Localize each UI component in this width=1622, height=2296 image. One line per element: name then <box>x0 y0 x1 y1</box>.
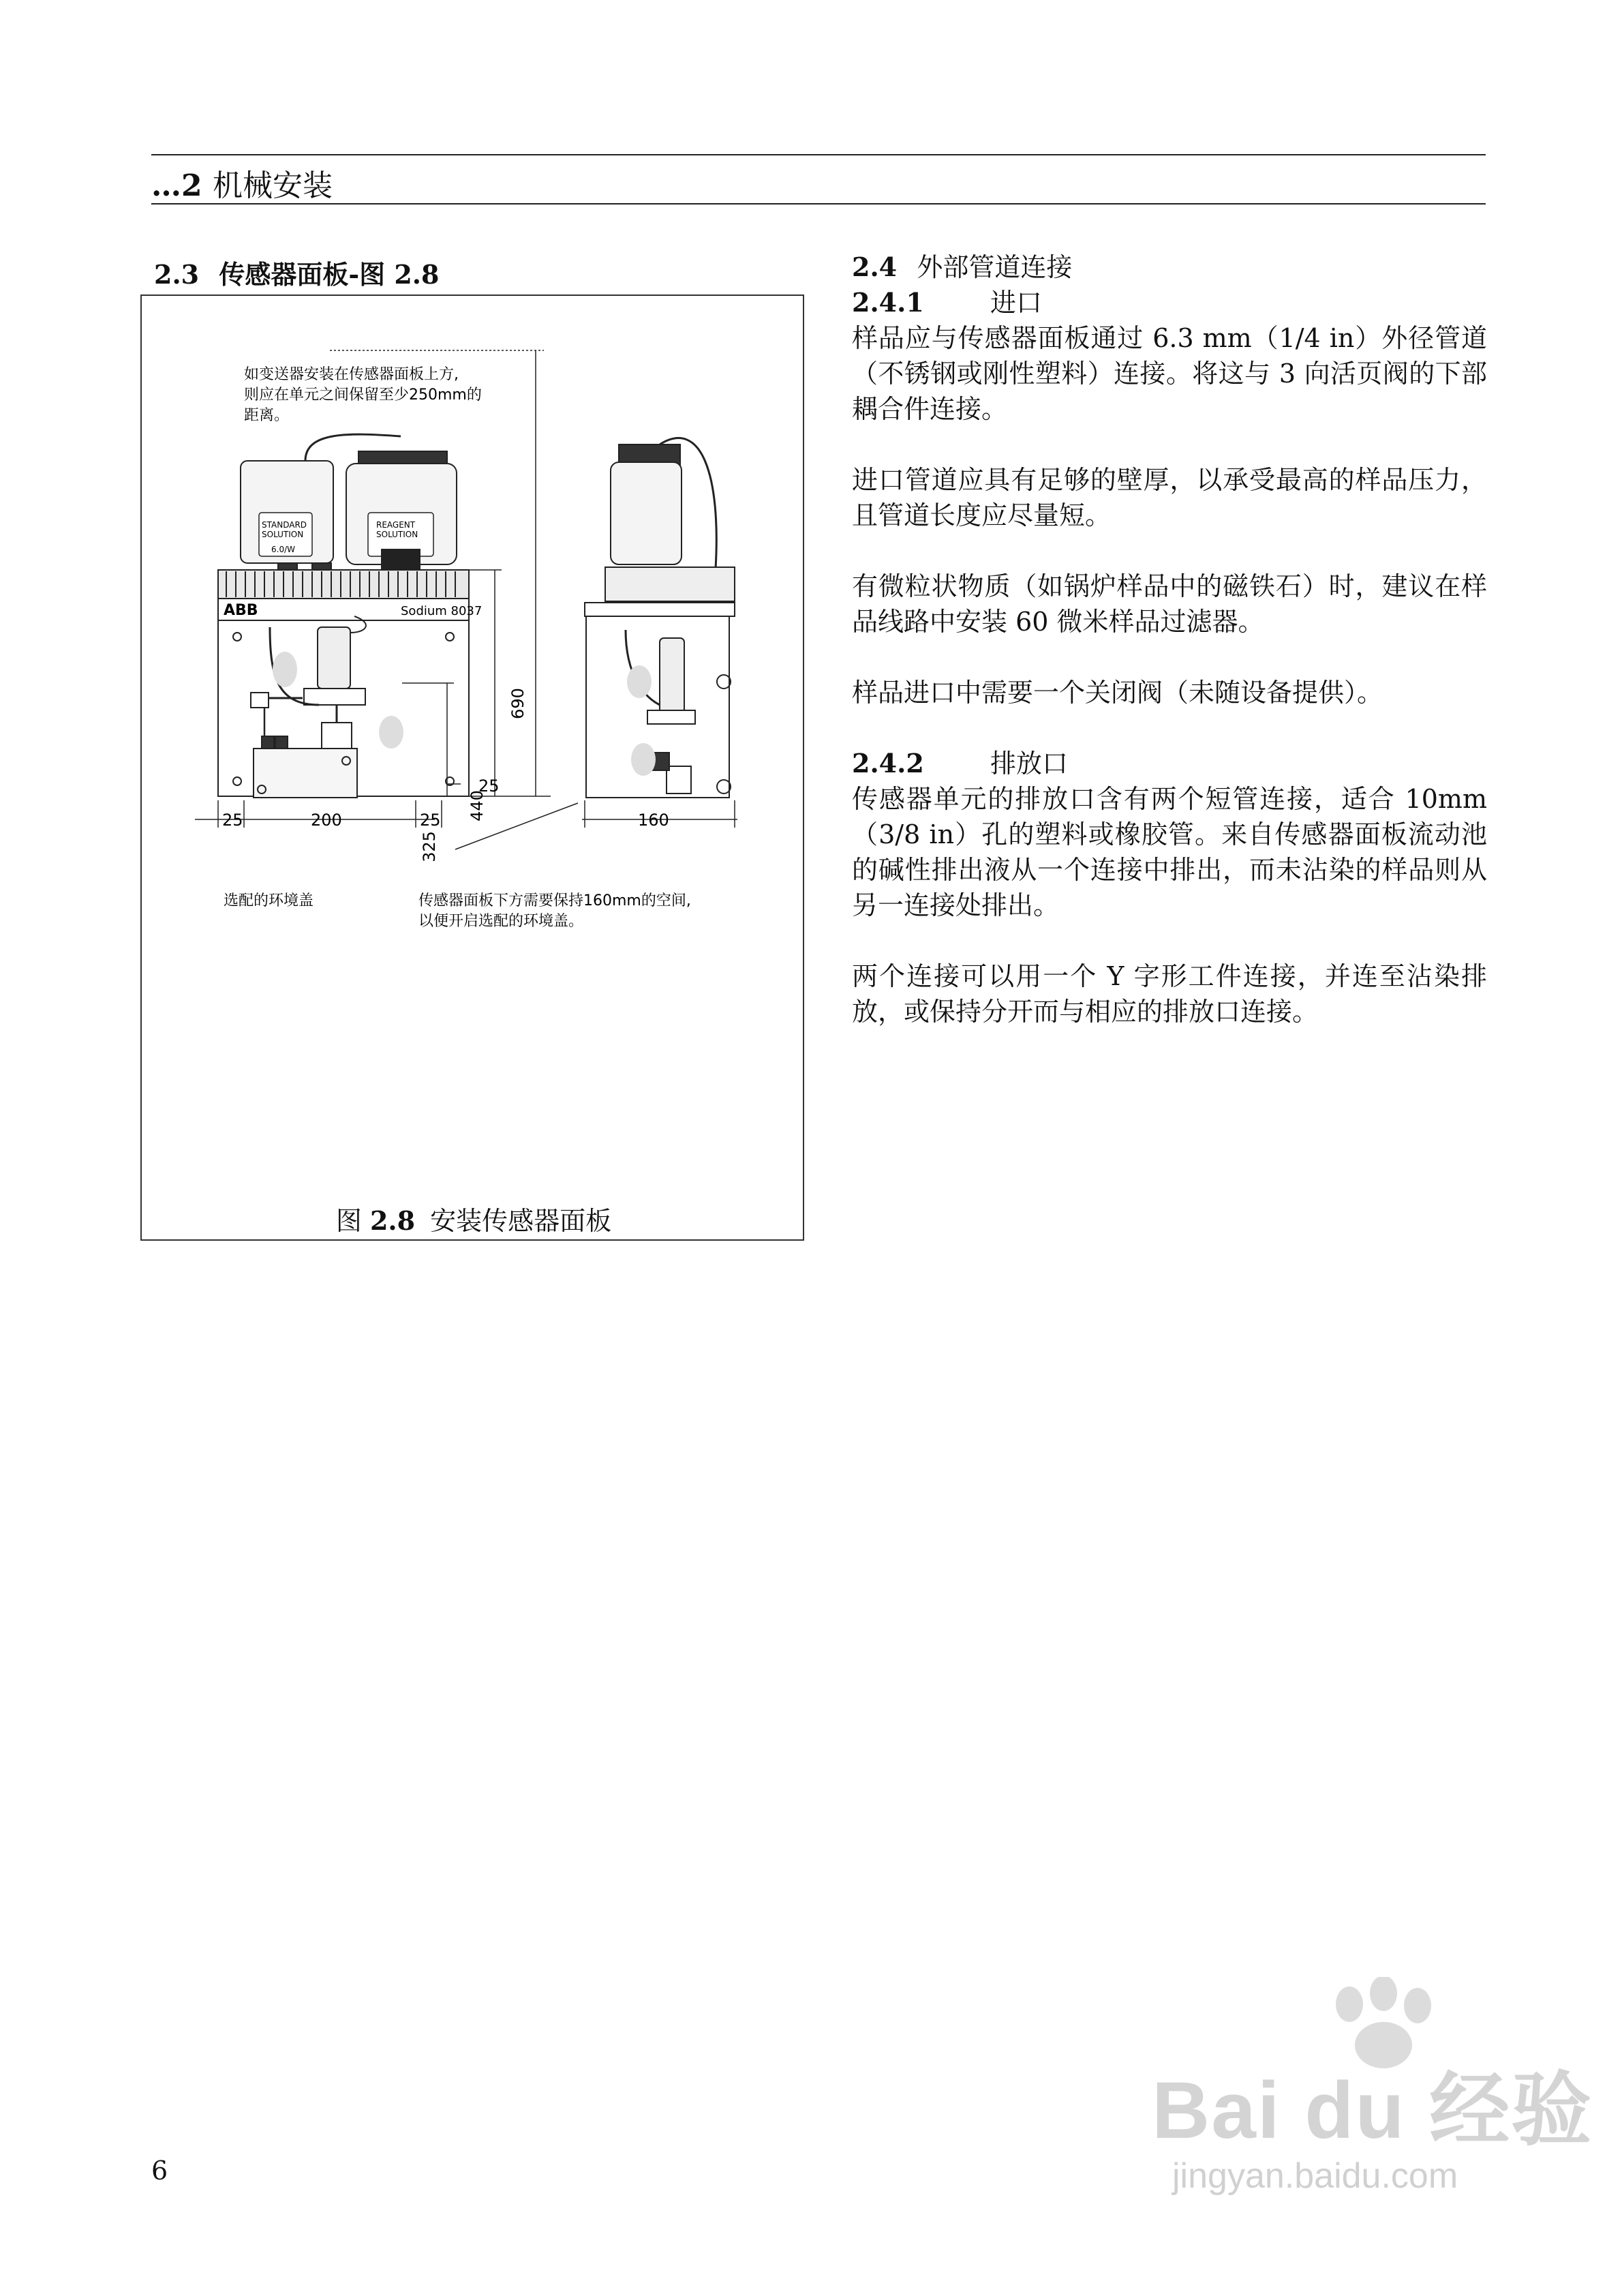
paragraph: 进口管道应具有足够的壁厚，以承受最高的样品压力，且管道长度应尽量短。 <box>852 465 1487 530</box>
left-bottle-label-1: STANDARD <box>262 520 307 530</box>
right-column <box>852 250 1487 1029</box>
dim-25-right: 25 <box>478 776 500 796</box>
dim-25-left: 25 <box>222 811 243 830</box>
section-title: 外部管道连接 <box>917 252 1073 282</box>
section-number: 2.4 <box>852 252 898 282</box>
header-bottom-rule <box>151 203 1486 205</box>
paragraph: 样品应与传感器面板通过 6.3 mm（1/4 in）外径管道（不锈钢或刚性塑料）连接。将这与 3 向活页阀的下部耦合件连接。 <box>852 323 1487 424</box>
note-optional-cover: 选配的环境盖 <box>224 892 314 909</box>
caption-prefix: 图 <box>335 1206 362 1236</box>
dim-160: 160 <box>638 811 669 830</box>
watermark-main: Bai du 经验 <box>1152 2066 1593 2156</box>
chapter-number: …2 <box>151 168 202 203</box>
top-note-line2: 则应在单元之间保留至少250mm的 <box>244 387 482 404</box>
figure-caption <box>142 1200 806 1237</box>
figure-2-8 <box>140 294 804 1241</box>
left-bottle-label-4: 6.0/W <box>271 545 295 554</box>
section-number: 2.4.2 <box>852 748 924 779</box>
section-2-3-heading <box>154 254 439 291</box>
section-2-4-1-heading <box>852 285 1487 320</box>
top-note-line1: 如变送器安装在传感器面板上方, <box>244 366 459 383</box>
caption-number: 2.8 <box>369 1205 416 1236</box>
section-number: 2.4.1 <box>852 287 924 318</box>
brand-label: ABB <box>224 602 258 619</box>
left-bottle-label-2: SOLUTION <box>262 530 304 539</box>
paragraph: 传感器单元的排放口含有两个短管连接，适合 10mm（3/8 in）孔的塑料或橡胶管。来自传感器面板流动池的碱性排出液从一个连接中排出，而未沾染的样品则从另一连接处排出。 <box>852 784 1487 920</box>
dim-325: 325 <box>420 831 439 862</box>
section-title: 传感器面板-图 2.8 <box>219 259 440 290</box>
model-label: Sodium 8037 <box>401 604 483 618</box>
right-bottle-label-1: REAGENT <box>376 520 416 530</box>
section-2-4-heading <box>852 250 1487 285</box>
paragraph: 有微粒状物质（如锅炉样品中的磁铁石）时，建议在样品线路中安装 60 微米样品过滤器。 <box>852 571 1487 637</box>
chapter-header <box>151 161 333 205</box>
top-note-line3: 距离。 <box>244 407 290 424</box>
sensor-panel-drawing <box>142 296 806 1242</box>
section-title: 排放口 <box>990 749 1069 779</box>
side-view <box>585 438 735 798</box>
dim-200: 200 <box>311 811 342 830</box>
note-clearance-line1: 传感器面板下方需要保持160mm的空间, <box>418 892 691 909</box>
baidu-watermark <box>1152 1977 1593 2196</box>
section-number: 2.3 <box>154 259 200 290</box>
watermark-url: jingyan.baidu.com <box>1172 2156 1458 2196</box>
paragraph: 两个连接可以用一个 Y 字形工件连接，并连至沾染排放，或保持分开而与相应的排放口连接。 <box>852 961 1487 1027</box>
chapter-title: 机械安装 <box>212 168 333 203</box>
paragraph: 样品进口中需要一个关闭阀（未随设备提供）。 <box>852 678 1383 708</box>
dim-440: 440 <box>468 790 487 821</box>
dim-25-mid: 25 <box>420 811 441 830</box>
caption-text: 安装传感器面板 <box>430 1206 612 1236</box>
header-top-rule <box>151 154 1486 155</box>
section-title: 进口 <box>990 288 1043 318</box>
dim-690: 690 <box>508 688 527 719</box>
right-bottle-label-2: SOLUTION <box>376 530 418 539</box>
page-number: 6 <box>151 2156 168 2186</box>
section-2-4-2-heading <box>852 746 1487 781</box>
note-clearance-line2: 以便开启选配的环境盖。 <box>418 913 584 930</box>
